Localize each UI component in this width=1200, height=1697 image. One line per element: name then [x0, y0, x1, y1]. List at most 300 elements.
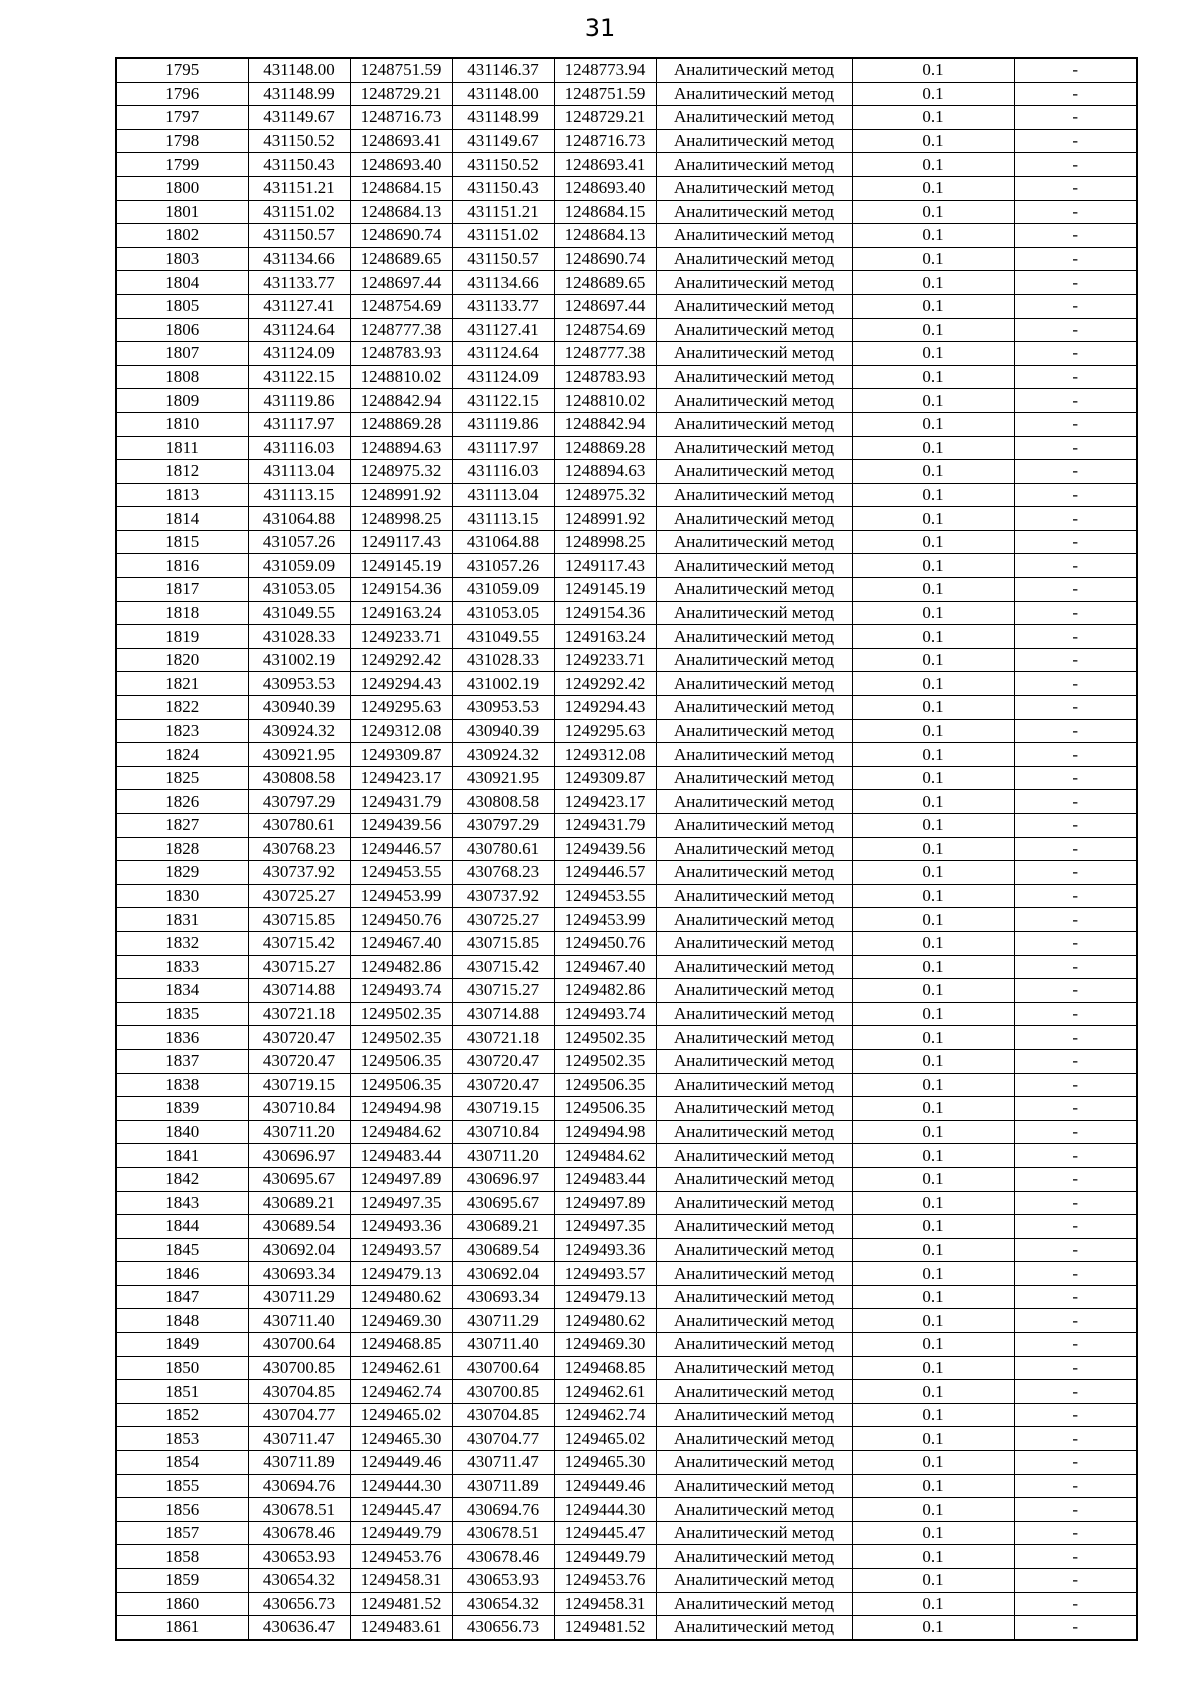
x-cell: 430704.77: [248, 1403, 350, 1427]
method-cell: Аналитический метод: [656, 342, 852, 366]
accuracy-cell: 0.1: [852, 247, 1014, 271]
method-cell: Аналитический метод: [656, 1144, 852, 1168]
note-cell: -: [1014, 1333, 1137, 1357]
table-row: [116, 554, 1137, 578]
accuracy-cell: 0.1: [852, 955, 1014, 979]
y-cell: 1249497.35: [350, 1191, 452, 1215]
x-cell: 430715.27: [248, 955, 350, 979]
point-number-cell: 1860: [116, 1592, 248, 1616]
prev-x-cell: 430808.58: [452, 790, 554, 814]
y-cell: 1249439.56: [350, 814, 452, 838]
x-cell: 431151.02: [248, 200, 350, 224]
y-cell: 1248991.92: [350, 483, 452, 507]
y-cell: 1249479.13: [350, 1262, 452, 1286]
table-row: [116, 1403, 1137, 1427]
table-row: [116, 1073, 1137, 1097]
point-number-cell: 1800: [116, 176, 248, 200]
accuracy-cell: 0.1: [852, 1167, 1014, 1191]
note-cell: -: [1014, 365, 1137, 389]
table-row: [116, 271, 1137, 295]
table-row: [116, 672, 1137, 696]
point-number-cell: 1850: [116, 1356, 248, 1380]
x-cell: 430921.95: [248, 743, 350, 767]
note-cell: -: [1014, 1592, 1137, 1616]
prev-x-cell: 430694.76: [452, 1498, 554, 1522]
method-cell: Аналитический метод: [656, 1215, 852, 1239]
table-row: [116, 766, 1137, 790]
note-cell: -: [1014, 1073, 1137, 1097]
prev-x-cell: 431002.19: [452, 672, 554, 696]
x-cell: 430695.67: [248, 1167, 350, 1191]
method-cell: Аналитический метод: [656, 743, 852, 767]
table-row: [116, 1167, 1137, 1191]
method-cell: Аналитический метод: [656, 1545, 852, 1569]
method-cell: Аналитический метод: [656, 271, 852, 295]
method-cell: Аналитический метод: [656, 979, 852, 1003]
note-cell: -: [1014, 200, 1137, 224]
y-cell: 1249469.30: [350, 1309, 452, 1333]
x-cell: 430924.32: [248, 719, 350, 743]
prev-y-cell: 1249163.24: [554, 625, 656, 649]
point-number-cell: 1807: [116, 342, 248, 366]
accuracy-cell: 0.1: [852, 766, 1014, 790]
point-number-cell: 1802: [116, 224, 248, 248]
x-cell: 431122.15: [248, 365, 350, 389]
y-cell: 1249233.71: [350, 625, 452, 649]
method-cell: Аналитический метод: [656, 955, 852, 979]
method-cell: Аналитический метод: [656, 1521, 852, 1545]
prev-x-cell: 430768.23: [452, 861, 554, 885]
table-row: [116, 153, 1137, 177]
point-number-cell: 1854: [116, 1451, 248, 1475]
table-row: [116, 1002, 1137, 1026]
point-number-cell: 1833: [116, 955, 248, 979]
x-cell: 430653.93: [248, 1545, 350, 1569]
accuracy-cell: 0.1: [852, 979, 1014, 1003]
prev-y-cell: 1249481.52: [554, 1616, 656, 1640]
point-number-cell: 1846: [116, 1262, 248, 1286]
prev-x-cell: 430797.29: [452, 814, 554, 838]
method-cell: Аналитический метод: [656, 153, 852, 177]
accuracy-cell: 0.1: [852, 294, 1014, 318]
method-cell: Аналитический метод: [656, 436, 852, 460]
point-number-cell: 1821: [116, 672, 248, 696]
prev-x-cell: 430711.40: [452, 1333, 554, 1357]
y-cell: 1249465.02: [350, 1403, 452, 1427]
x-cell: 430711.47: [248, 1427, 350, 1451]
accuracy-cell: 0.1: [852, 82, 1014, 106]
table-row: [116, 224, 1137, 248]
y-cell: 1249480.62: [350, 1285, 452, 1309]
method-cell: Аналитический метод: [656, 129, 852, 153]
note-cell: -: [1014, 460, 1137, 484]
table-row: [116, 837, 1137, 861]
prev-y-cell: 1249295.63: [554, 719, 656, 743]
point-number-cell: 1839: [116, 1097, 248, 1121]
point-number-cell: 1820: [116, 648, 248, 672]
y-cell: 1249453.99: [350, 884, 452, 908]
accuracy-cell: 0.1: [852, 1356, 1014, 1380]
method-cell: Аналитический метод: [656, 200, 852, 224]
method-cell: Аналитический метод: [656, 460, 852, 484]
method-cell: Аналитический метод: [656, 696, 852, 720]
point-number-cell: 1808: [116, 365, 248, 389]
prev-y-cell: 1249294.43: [554, 696, 656, 720]
table-row: [116, 1215, 1137, 1239]
prev-y-cell: 1248729.21: [554, 106, 656, 130]
method-cell: Аналитический метод: [656, 908, 852, 932]
table-row: [116, 931, 1137, 955]
prev-x-cell: 430678.46: [452, 1545, 554, 1569]
note-cell: -: [1014, 1097, 1137, 1121]
point-number-cell: 1801: [116, 200, 248, 224]
prev-y-cell: 1248751.59: [554, 82, 656, 106]
method-cell: Аналитический метод: [656, 1097, 852, 1121]
prev-x-cell: 431122.15: [452, 389, 554, 413]
prev-x-cell: 431148.00: [452, 82, 554, 106]
x-cell: 430725.27: [248, 884, 350, 908]
y-cell: 1249154.36: [350, 578, 452, 602]
point-number-cell: 1809: [116, 389, 248, 413]
prev-y-cell: 1248810.02: [554, 389, 656, 413]
method-cell: Аналитический метод: [656, 1285, 852, 1309]
method-cell: Аналитический метод: [656, 601, 852, 625]
point-number-cell: 1853: [116, 1427, 248, 1451]
accuracy-cell: 0.1: [852, 1144, 1014, 1168]
prev-y-cell: 1248869.28: [554, 436, 656, 460]
method-cell: Аналитический метод: [656, 1427, 852, 1451]
note-cell: -: [1014, 696, 1137, 720]
method-cell: Аналитический метод: [656, 578, 852, 602]
x-cell: 430678.51: [248, 1498, 350, 1522]
prev-y-cell: 1249462.61: [554, 1380, 656, 1404]
note-cell: -: [1014, 719, 1137, 743]
prev-y-cell: 1249497.89: [554, 1191, 656, 1215]
point-number-cell: 1835: [116, 1002, 248, 1026]
prev-y-cell: 1248716.73: [554, 129, 656, 153]
accuracy-cell: 0.1: [852, 365, 1014, 389]
accuracy-cell: 0.1: [852, 719, 1014, 743]
prev-x-cell: 431059.09: [452, 578, 554, 602]
accuracy-cell: 0.1: [852, 1026, 1014, 1050]
x-cell: 431059.09: [248, 554, 350, 578]
y-cell: 1249294.43: [350, 672, 452, 696]
accuracy-cell: 0.1: [852, 1120, 1014, 1144]
accuracy-cell: 0.1: [852, 648, 1014, 672]
prev-y-cell: 1249483.44: [554, 1167, 656, 1191]
prev-y-cell: 1248697.44: [554, 294, 656, 318]
point-number-cell: 1845: [116, 1238, 248, 1262]
x-cell: 431113.04: [248, 460, 350, 484]
prev-x-cell: 431057.26: [452, 554, 554, 578]
method-cell: Аналитический метод: [656, 294, 852, 318]
accuracy-cell: 0.1: [852, 672, 1014, 696]
point-number-cell: 1828: [116, 837, 248, 861]
table-row: [116, 365, 1137, 389]
table-row: [116, 790, 1137, 814]
prev-y-cell: 1248998.25: [554, 530, 656, 554]
x-cell: 430780.61: [248, 814, 350, 838]
note-cell: -: [1014, 1144, 1137, 1168]
table-row: [116, 1521, 1137, 1545]
point-number-cell: 1856: [116, 1498, 248, 1522]
table-row: [116, 578, 1137, 602]
table-row: [116, 58, 1137, 82]
note-cell: -: [1014, 931, 1137, 955]
point-number-cell: 1811: [116, 436, 248, 460]
prev-x-cell: 430715.27: [452, 979, 554, 1003]
method-cell: Аналитический метод: [656, 1238, 852, 1262]
x-cell: 431134.66: [248, 247, 350, 271]
x-cell: 431028.33: [248, 625, 350, 649]
method-cell: Аналитический метод: [656, 412, 852, 436]
prev-x-cell: 430711.29: [452, 1309, 554, 1333]
accuracy-cell: 0.1: [852, 483, 1014, 507]
y-cell: 1248684.13: [350, 200, 452, 224]
prev-y-cell: 1249145.19: [554, 578, 656, 602]
y-cell: 1248810.02: [350, 365, 452, 389]
prev-y-cell: 1248684.13: [554, 224, 656, 248]
point-number-cell: 1810: [116, 412, 248, 436]
x-cell: 430715.85: [248, 908, 350, 932]
note-cell: -: [1014, 625, 1137, 649]
table-row: [116, 1144, 1137, 1168]
x-cell: 431057.26: [248, 530, 350, 554]
accuracy-cell: 0.1: [852, 1333, 1014, 1357]
prev-y-cell: 1249445.47: [554, 1521, 656, 1545]
x-cell: 430689.21: [248, 1191, 350, 1215]
point-number-cell: 1814: [116, 507, 248, 531]
x-cell: 430768.23: [248, 837, 350, 861]
point-number-cell: 1861: [116, 1616, 248, 1640]
x-cell: 430940.39: [248, 696, 350, 720]
x-cell: 430692.04: [248, 1238, 350, 1262]
y-cell: 1249458.31: [350, 1569, 452, 1593]
y-cell: 1249117.43: [350, 530, 452, 554]
note-cell: -: [1014, 247, 1137, 271]
y-cell: 1249494.98: [350, 1097, 452, 1121]
accuracy-cell: 0.1: [852, 176, 1014, 200]
accuracy-cell: 0.1: [852, 884, 1014, 908]
note-cell: -: [1014, 412, 1137, 436]
table-row: [116, 814, 1137, 838]
method-cell: Аналитический метод: [656, 1026, 852, 1050]
method-cell: Аналитический метод: [656, 1569, 852, 1593]
prev-x-cell: 431113.15: [452, 507, 554, 531]
point-number-cell: 1834: [116, 979, 248, 1003]
y-cell: 1249163.24: [350, 601, 452, 625]
y-cell: 1249497.89: [350, 1167, 452, 1191]
prev-x-cell: 430715.42: [452, 955, 554, 979]
table-row: [116, 1474, 1137, 1498]
prev-x-cell: 431124.09: [452, 365, 554, 389]
note-cell: -: [1014, 554, 1137, 578]
method-cell: Аналитический метод: [656, 1474, 852, 1498]
point-number-cell: 1847: [116, 1285, 248, 1309]
note-cell: -: [1014, 1380, 1137, 1404]
y-cell: 1249483.61: [350, 1616, 452, 1640]
prev-y-cell: 1249506.35: [554, 1073, 656, 1097]
y-cell: 1248894.63: [350, 436, 452, 460]
y-cell: 1248693.40: [350, 153, 452, 177]
y-cell: 1249295.63: [350, 696, 452, 720]
prev-x-cell: 431134.66: [452, 271, 554, 295]
point-number-cell: 1837: [116, 1049, 248, 1073]
note-cell: -: [1014, 1120, 1137, 1144]
y-cell: 1249449.46: [350, 1451, 452, 1475]
accuracy-cell: 0.1: [852, 837, 1014, 861]
prev-x-cell: 430710.84: [452, 1120, 554, 1144]
prev-y-cell: 1249493.36: [554, 1238, 656, 1262]
table-row: [116, 1380, 1137, 1404]
point-number-cell: 1844: [116, 1215, 248, 1239]
accuracy-cell: 0.1: [852, 790, 1014, 814]
accuracy-cell: 0.1: [852, 1191, 1014, 1215]
accuracy-cell: 0.1: [852, 1215, 1014, 1239]
x-cell: 430720.47: [248, 1026, 350, 1050]
table-row: [116, 625, 1137, 649]
prev-x-cell: 430924.32: [452, 743, 554, 767]
table-row: [116, 1097, 1137, 1121]
prev-y-cell: 1249465.30: [554, 1451, 656, 1475]
note-cell: -: [1014, 1238, 1137, 1262]
point-number-cell: 1838: [116, 1073, 248, 1097]
note-cell: -: [1014, 837, 1137, 861]
note-cell: -: [1014, 1356, 1137, 1380]
point-number-cell: 1812: [116, 460, 248, 484]
prev-y-cell: 1249480.62: [554, 1309, 656, 1333]
note-cell: -: [1014, 790, 1137, 814]
table-row: [116, 1427, 1137, 1451]
point-number-cell: 1830: [116, 884, 248, 908]
method-cell: Аналитический метод: [656, 1616, 852, 1640]
prev-x-cell: 431151.02: [452, 224, 554, 248]
point-number-cell: 1851: [116, 1380, 248, 1404]
table-row: [116, 884, 1137, 908]
accuracy-cell: 0.1: [852, 696, 1014, 720]
table-row: [116, 1049, 1137, 1073]
x-cell: 431116.03: [248, 436, 350, 460]
prev-x-cell: 430725.27: [452, 908, 554, 932]
point-number-cell: 1823: [116, 719, 248, 743]
accuracy-cell: 0.1: [852, 1380, 1014, 1404]
prev-x-cell: 430656.73: [452, 1616, 554, 1640]
note-cell: -: [1014, 814, 1137, 838]
table-row: [116, 129, 1137, 153]
accuracy-cell: 0.1: [852, 412, 1014, 436]
x-cell: 430636.47: [248, 1616, 350, 1640]
y-cell: 1249481.52: [350, 1592, 452, 1616]
table-row: [116, 908, 1137, 932]
x-cell: 431150.57: [248, 224, 350, 248]
y-cell: 1249446.57: [350, 837, 452, 861]
prev-y-cell: 1249431.79: [554, 814, 656, 838]
y-cell: 1249444.30: [350, 1474, 452, 1498]
point-number-cell: 1843: [116, 1191, 248, 1215]
method-cell: Аналитический метод: [656, 766, 852, 790]
note-cell: -: [1014, 884, 1137, 908]
prev-y-cell: 1249117.43: [554, 554, 656, 578]
method-cell: Аналитический метод: [656, 1333, 852, 1357]
method-cell: Аналитический метод: [656, 318, 852, 342]
accuracy-cell: 0.1: [852, 224, 1014, 248]
accuracy-cell: 0.1: [852, 743, 1014, 767]
prev-y-cell: 1249292.42: [554, 672, 656, 696]
x-cell: 430720.47: [248, 1049, 350, 1073]
point-number-cell: 1799: [116, 153, 248, 177]
prev-x-cell: 430653.93: [452, 1569, 554, 1593]
accuracy-cell: 0.1: [852, 931, 1014, 955]
x-cell: 431124.64: [248, 318, 350, 342]
x-cell: 431149.67: [248, 106, 350, 130]
table-row: [116, 648, 1137, 672]
method-cell: Аналитический метод: [656, 837, 852, 861]
note-cell: -: [1014, 955, 1137, 979]
y-cell: 1249502.35: [350, 1002, 452, 1026]
x-cell: 431124.09: [248, 342, 350, 366]
table-row: [116, 530, 1137, 554]
accuracy-cell: 0.1: [852, 318, 1014, 342]
y-cell: 1248783.93: [350, 342, 452, 366]
x-cell: 431119.86: [248, 389, 350, 413]
table-row: [116, 1592, 1137, 1616]
accuracy-cell: 0.1: [852, 436, 1014, 460]
prev-y-cell: 1249449.46: [554, 1474, 656, 1498]
point-number-cell: 1829: [116, 861, 248, 885]
prev-y-cell: 1249453.99: [554, 908, 656, 932]
note-cell: -: [1014, 1309, 1137, 1333]
point-number-cell: 1859: [116, 1569, 248, 1593]
y-cell: 1248684.15: [350, 176, 452, 200]
y-cell: 1248729.21: [350, 82, 452, 106]
note-cell: -: [1014, 507, 1137, 531]
x-cell: 430715.42: [248, 931, 350, 955]
accuracy-cell: 0.1: [852, 460, 1014, 484]
method-cell: Аналитический метод: [656, 1167, 852, 1191]
table-row: [116, 955, 1137, 979]
method-cell: Аналитический метод: [656, 365, 852, 389]
prev-x-cell: 430720.47: [452, 1073, 554, 1097]
prev-y-cell: 1248777.38: [554, 342, 656, 366]
prev-x-cell: 431028.33: [452, 648, 554, 672]
note-cell: -: [1014, 224, 1137, 248]
note-cell: -: [1014, 672, 1137, 696]
note-cell: -: [1014, 1167, 1137, 1191]
point-number-cell: 1813: [116, 483, 248, 507]
y-cell: 1249431.79: [350, 790, 452, 814]
prev-x-cell: 431119.86: [452, 412, 554, 436]
prev-x-cell: 430780.61: [452, 837, 554, 861]
accuracy-cell: 0.1: [852, 1427, 1014, 1451]
accuracy-cell: 0.1: [852, 1521, 1014, 1545]
method-cell: Аналитический метод: [656, 1356, 852, 1380]
note-cell: -: [1014, 601, 1137, 625]
note-cell: -: [1014, 1545, 1137, 1569]
y-cell: 1249506.35: [350, 1049, 452, 1073]
prev-y-cell: 1248754.69: [554, 318, 656, 342]
point-number-cell: 1855: [116, 1474, 248, 1498]
y-cell: 1248689.65: [350, 247, 452, 271]
method-cell: Аналитический метод: [656, 247, 852, 271]
point-number-cell: 1806: [116, 318, 248, 342]
prev-x-cell: 430678.51: [452, 1521, 554, 1545]
note-cell: -: [1014, 1569, 1137, 1593]
y-cell: 1249482.86: [350, 955, 452, 979]
method-cell: Аналитический метод: [656, 1002, 852, 1026]
y-cell: 1248754.69: [350, 294, 452, 318]
y-cell: 1249493.36: [350, 1215, 452, 1239]
prev-x-cell: 431053.05: [452, 601, 554, 625]
